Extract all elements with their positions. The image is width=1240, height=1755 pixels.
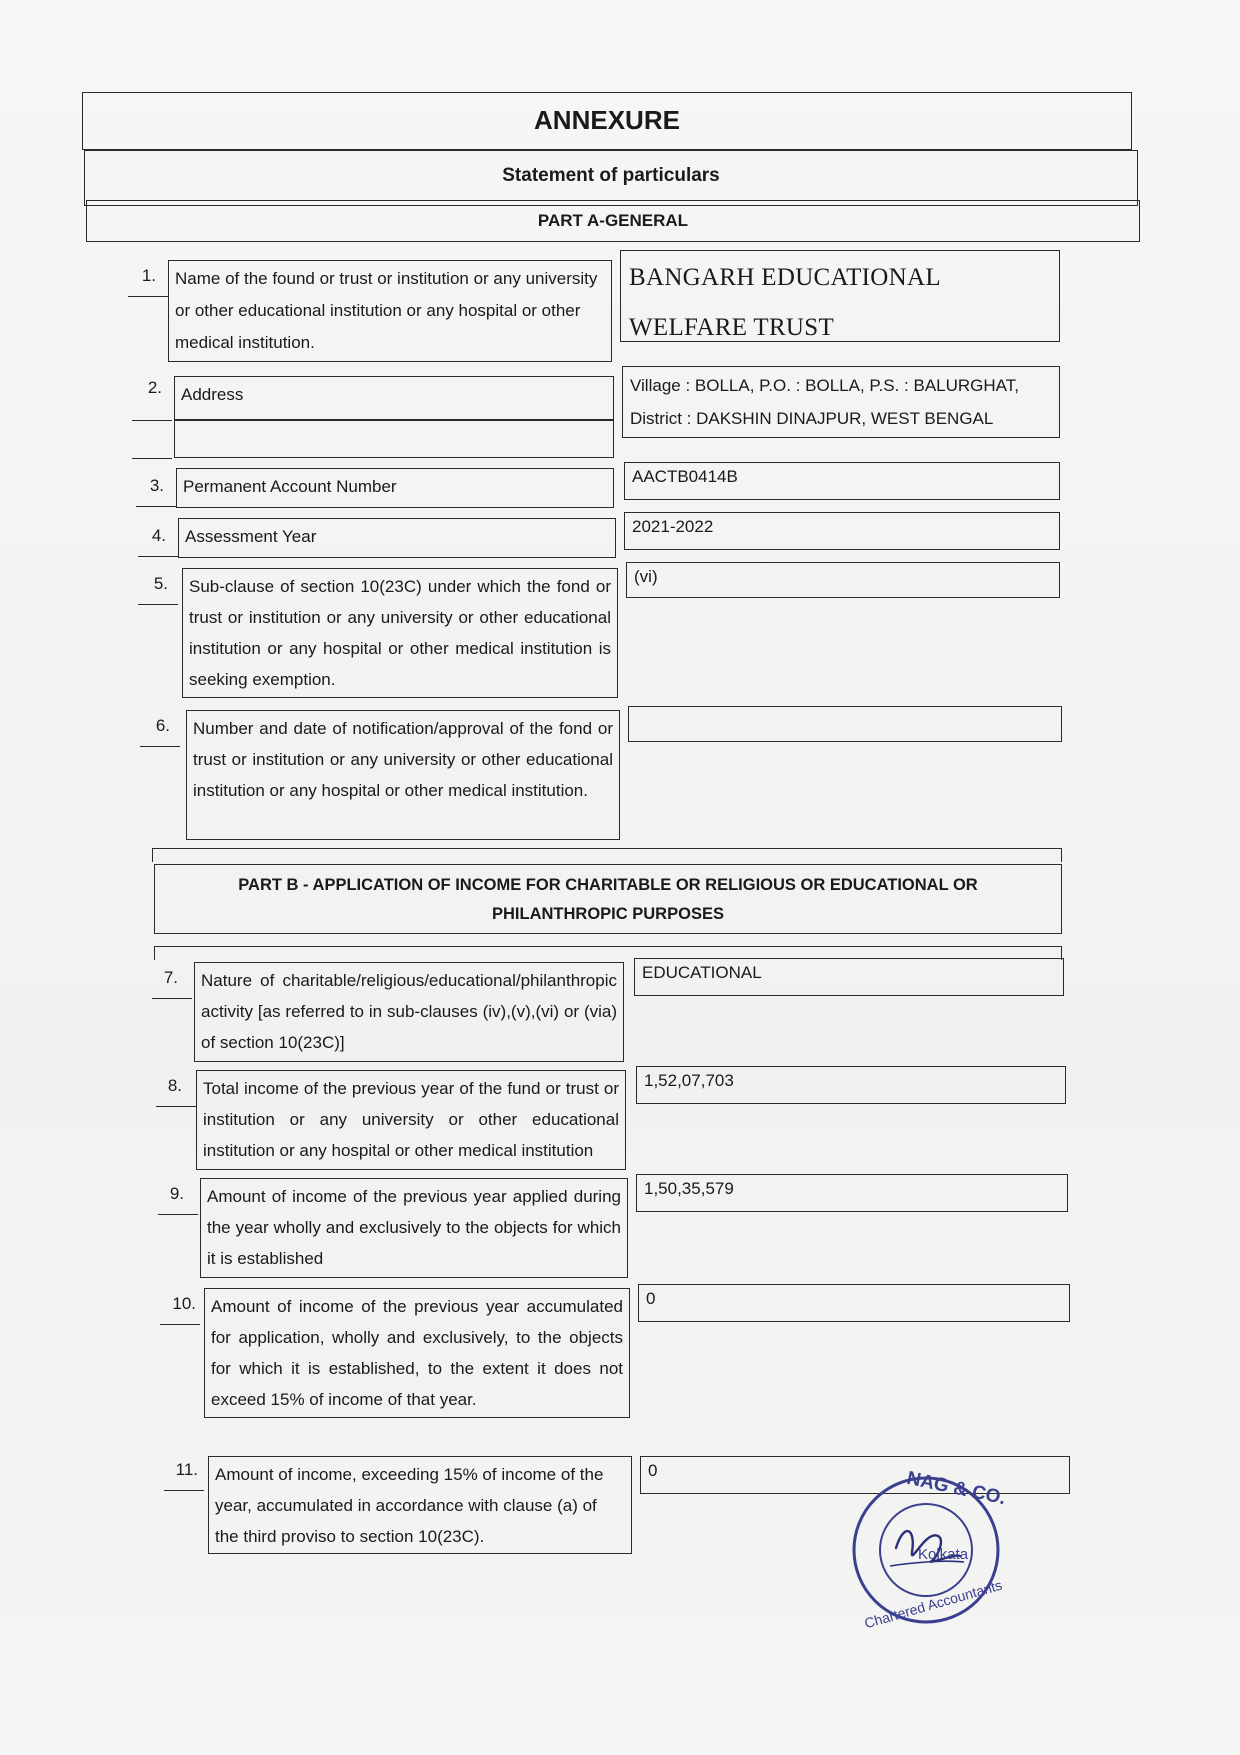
- part-a-title: PART A-GENERAL: [537, 211, 689, 230]
- trust-name-value: BANGARH EDUCATIONAL WELFARE TRUST: [620, 250, 1060, 342]
- row-number: 10.: [172, 1294, 196, 1313]
- row-dash: [136, 506, 176, 507]
- annexure-header-box: [82, 92, 1132, 150]
- rule-tick: [152, 848, 153, 862]
- row-label: Amount of income, exceeding 15% of income of the year, accumulated in accordance with clause (a) of the third proviso to section 10(23C).: [208, 1456, 632, 1554]
- row-dash: [132, 420, 172, 421]
- sub-clause-value: (vi): [626, 562, 1060, 598]
- pan-value: AACTB0414B: [624, 462, 1060, 500]
- row-number: 6.: [155, 716, 170, 735]
- part-b-title: PART B - APPLICATION OF INCOME FOR CHARITABLE OR RELIGIOUS OR EDUCATIONAL OR PHILANTHROPIC PURPOSES: [238, 876, 978, 923]
- row-label: Address: [174, 376, 614, 420]
- row-label: Assessment Year: [178, 518, 616, 558]
- row-label: Number and date of notification/approval of the fond or trust or institution or any university or other educational institution or any hospital or other medical institution.: [186, 710, 620, 840]
- row-dash: [138, 604, 178, 605]
- row-dash: [156, 1106, 196, 1107]
- row-number: 5.: [153, 574, 168, 593]
- row-dash: [132, 458, 172, 459]
- row-label: Amount of income of the previous year accumulated for application, wholly and exclusively, to the objects for which it is established, to the extent it does not exceed 15% of income of that year.: [204, 1288, 630, 1418]
- part-b-bottom-rule: [154, 946, 1062, 947]
- row-label: Sub-clause of section 10(23C) under which the fond or trust or institution or any university or other educational institution or any hospital or other medical institution is seeking exemption.: [182, 568, 618, 698]
- row-dash: [158, 1214, 198, 1215]
- assessment-year-value: 2021-2022: [624, 512, 1060, 550]
- row-label: Name of the found or trust or institution or any university or other educational institution or any hospital or other medical institution.: [168, 260, 612, 362]
- part-b-top-rule: [152, 848, 1062, 849]
- row-number: 8.: [167, 1076, 182, 1095]
- row-dash: [152, 998, 192, 999]
- row-number: 4.: [151, 526, 166, 545]
- stamp-city: Kolkata: [918, 1546, 969, 1563]
- row-number: 1.: [141, 266, 156, 285]
- rule-tick: [154, 946, 155, 960]
- row-number: 9.: [169, 1184, 184, 1203]
- row-dash: [138, 556, 178, 557]
- total-income-value: 1,52,07,703: [636, 1066, 1066, 1104]
- annexure-title: ANNEXURE: [534, 105, 680, 135]
- row-label: Nature of charitable/religious/educational/philanthropic activity [as referred to in sub-clauses (iv),(v),(vi) or (via) of section 10(23C)]: [194, 962, 624, 1062]
- part-a-header-box: [86, 200, 1140, 242]
- income-applied-value: 1,50,35,579: [636, 1174, 1068, 1212]
- row-label: Total income of the previous year of the fund or trust or institution or any university or other educational institution or any hospital or other medical institution: [196, 1070, 626, 1170]
- address-value: Village : BOLLA, P.O. : BOLLA, P.S. : BALURGHAT, District : DAKSHIN DINAJPUR, WEST BENGAL: [622, 366, 1060, 438]
- row-dash: [128, 296, 168, 297]
- part-b-header-box: [154, 864, 1062, 934]
- nature-value: EDUCATIONAL: [634, 958, 1064, 996]
- notification-value: [628, 706, 1062, 742]
- stamp-firm-name: NAG & CO.: [905, 1467, 1008, 1510]
- row-number: 2.: [147, 378, 162, 397]
- statement-title: Statement of particulars: [502, 165, 720, 186]
- row-dash: [164, 1490, 204, 1491]
- row-label: Amount of income of the previous year applied during the year wholly and exclusively to the objects for which it is established: [200, 1178, 628, 1278]
- row-number: 11.: [175, 1460, 198, 1479]
- address-blank-box: [174, 420, 614, 458]
- income-exceeding-value: 0: [640, 1456, 1070, 1494]
- income-accumulated-value: 0: [638, 1284, 1070, 1322]
- row-number: 3.: [149, 476, 164, 495]
- stamp-designation: Chartered Accountants: [862, 1576, 1004, 1632]
- statement-header-box: [84, 150, 1138, 206]
- row-dash: [160, 1324, 200, 1325]
- row-number: 7.: [163, 968, 178, 987]
- rule-tick: [1061, 848, 1062, 862]
- row-dash: [140, 746, 180, 747]
- row-label: Permanent Account Number: [176, 468, 614, 508]
